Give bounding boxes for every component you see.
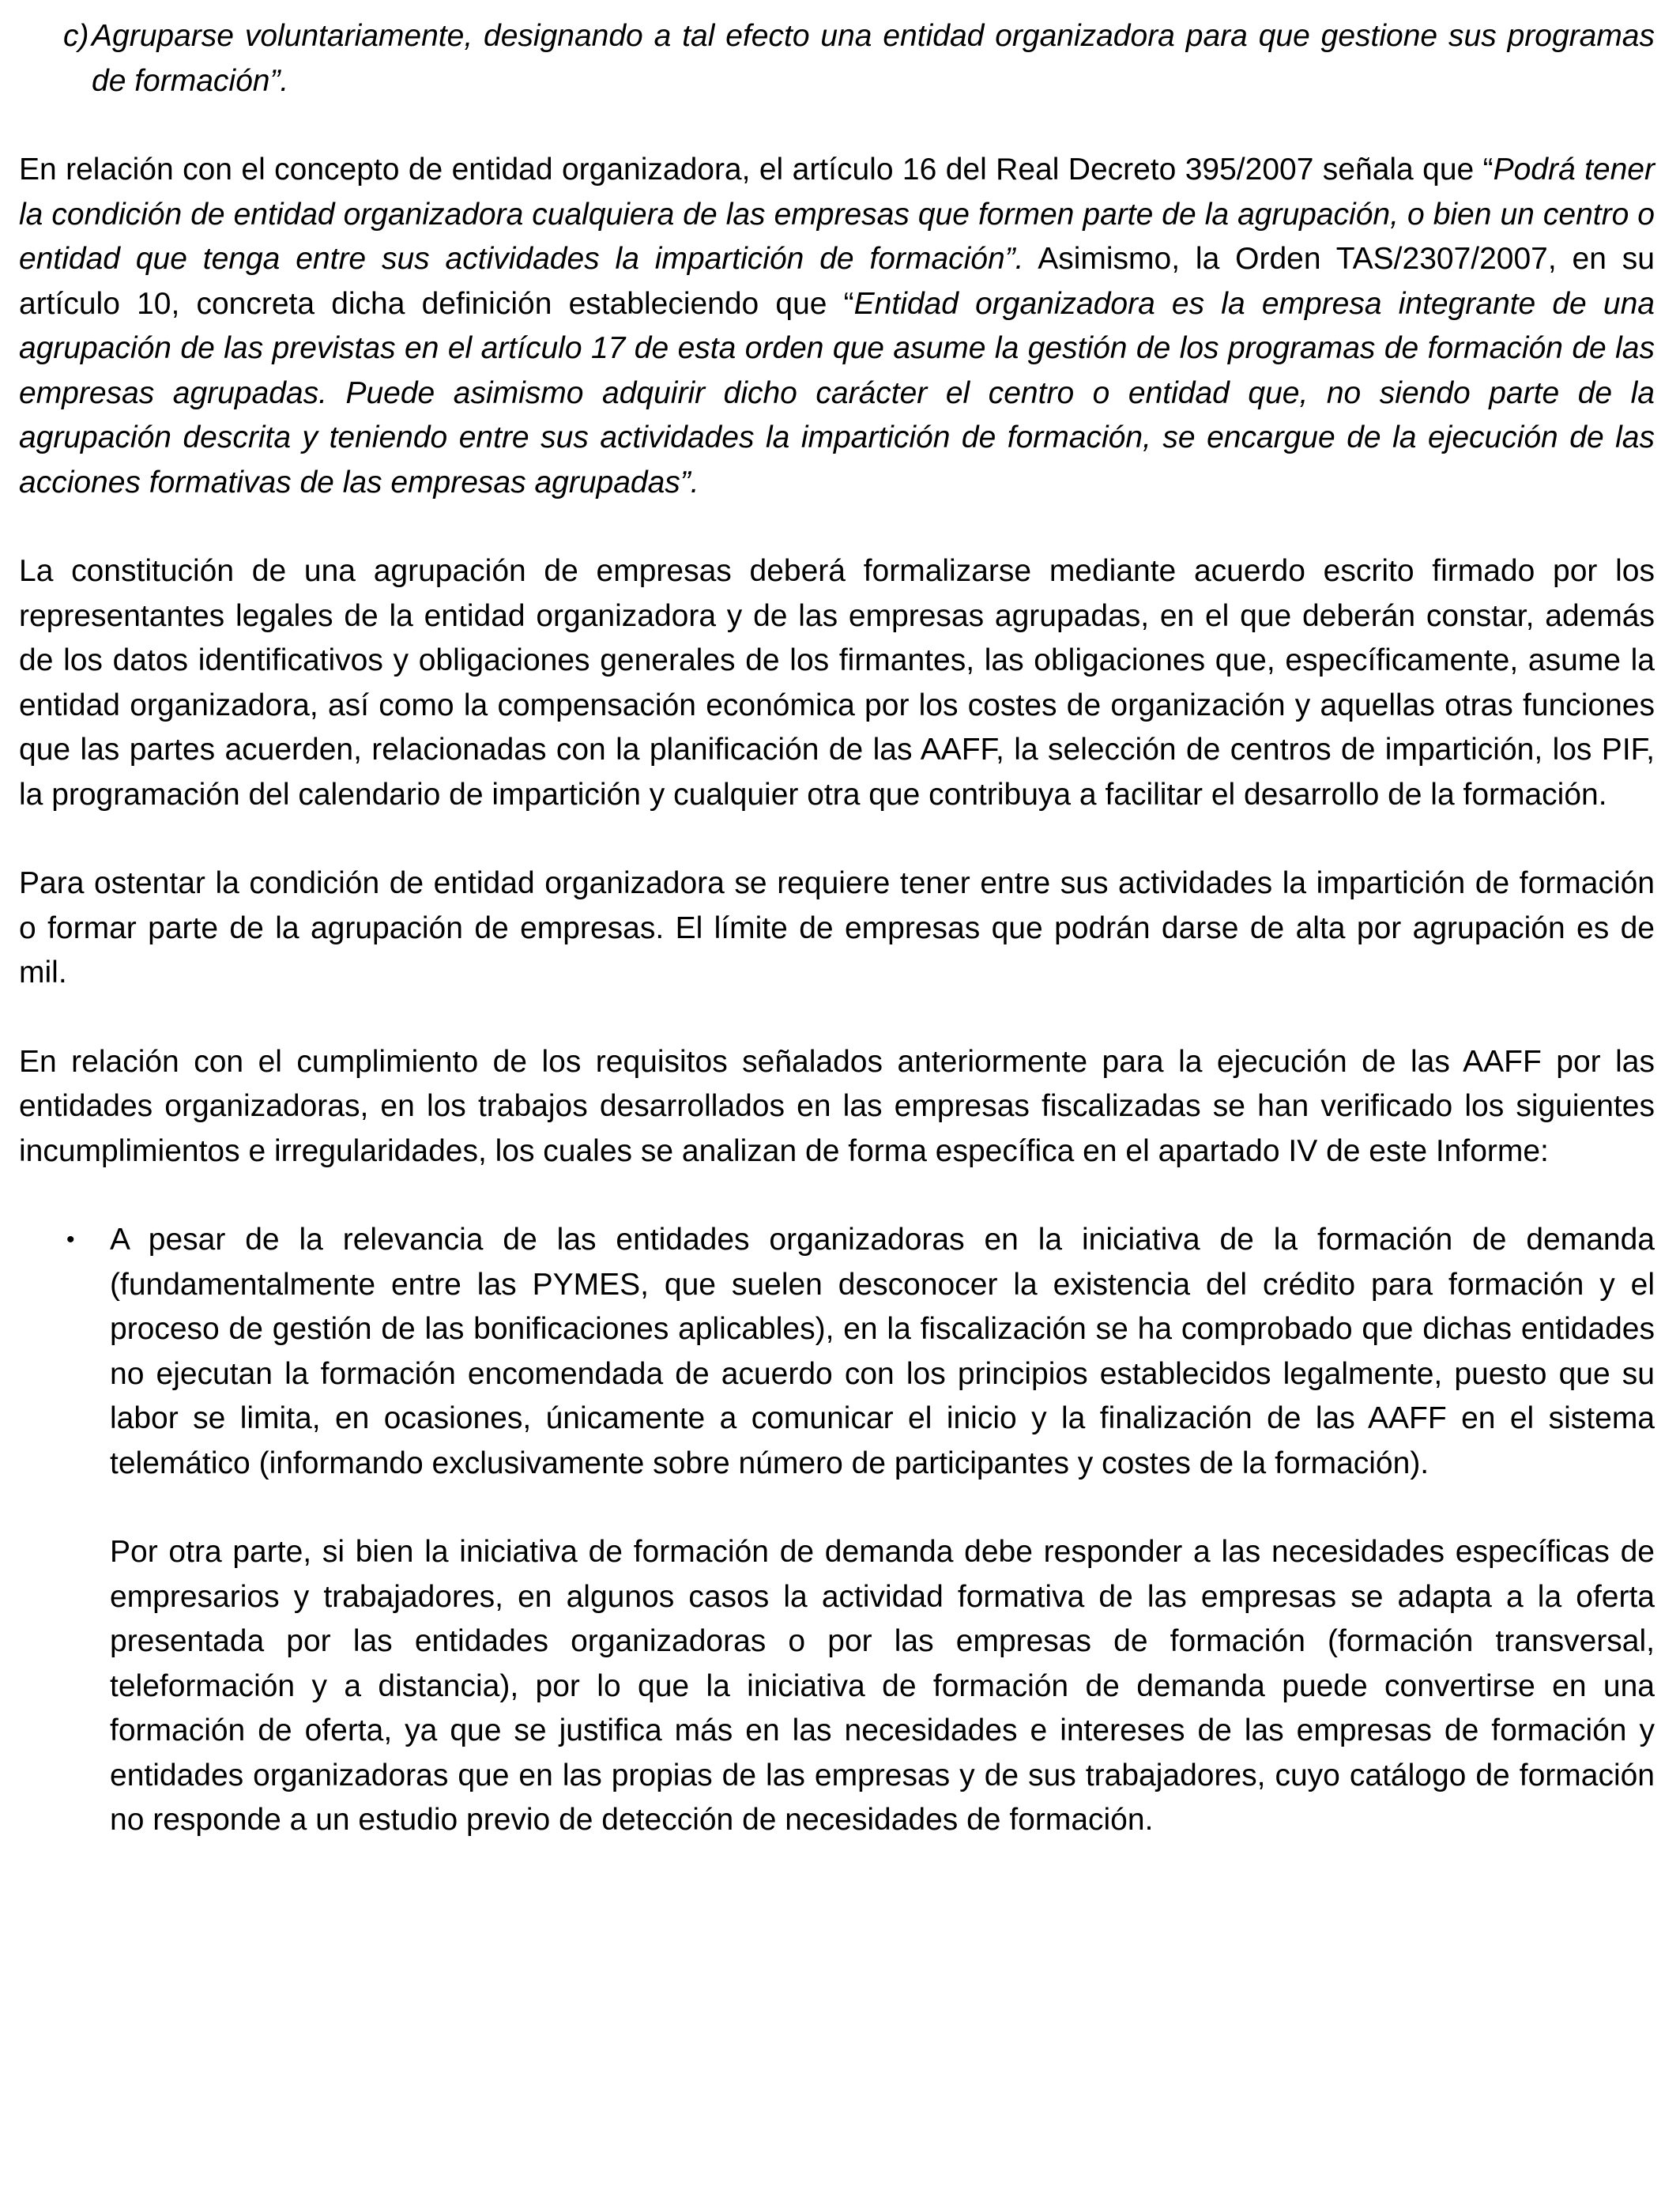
paragraph-constitucion-agrupacion: La constitución de una agrupación de empresas deberá formalizarse mediante acuerdo escrito firmado por los representantes legales de la entidad organizadora y de las empresas agrupadas, en el que deberán constar, además de los datos identificativos y obligaciones generales de los firmantes, las obligaciones que, específicamente, asume la entidad organizadora, así como la compensación económica por los costes de organización y aquellas otras funciones que las partes acuerden, relacionadas con la planificación de las AAFF, la selección de centros de impartición, los PIF, la programación del calendario de impartición y cualquier otra que contribuya a facilitar el desarrollo de la formación. <box>19 554 1655 812</box>
quote-real-decreto: Podrá tener la condición de entidad organizadora cualquiera de las empresas que formen parte de la agrupación, o bien un centro o entidad que tenga entre sus actividades la impartición de formación”. <box>19 153 1655 276</box>
bullet-paragraph-2: Por otra parte, si bien la iniciativa de formación de demanda debe responder a las necesidades específicas de empresarios y trabajadores, en algunos casos la actividad formativa de las empresas se adapta a la oferta presentada por las entidades organizadoras o por las empresas de formación (formación transversal, teleformación y a distancia), por lo que la iniciativa de formación de demanda puede convertirse en una formación de oferta, ya que se justifica más en las necesidades e intereses de las empresas de formación y entidades organizadoras que en las propias de las empresas y de sus trabajadores, cuyo catálogo de formación no responde a un estudio previo de detección de necesidades de formación. <box>110 1535 1655 1837</box>
list-marker: c) <box>63 19 89 53</box>
document-page <box>19 14 1655 1887</box>
paragraph-text: Asimismo, la Orden TAS/2307/2007, en su artículo 10, concreta dicha definición estableciendo que “ <box>19 242 1656 321</box>
quote-orden-tas: Entidad organizadora es la empresa integrante de una agrupación de las previstas en el artículo 17 de esta orden que asume la gestión de los programas de formación de las empresas agrupadas. Puede asimismo adquirir dicho carácter el centro o entidad que, no siendo parte de la agrupación descrita y teniendo entre sus actividades la impartición de formación, se encargue de la ejecución de las acciones formativas de las empresas agrupadas”. <box>19 286 1655 499</box>
bullet-list-item <box>19 1218 1655 1887</box>
paragraph-text: En relación con el concepto de entidad organizadora, el artículo 16 del Real Decreto 395/2007 señala que “ <box>19 153 1494 187</box>
paragraph-condicion-entidad: Para ostentar la condición de entidad organizadora se requiere tener entre sus actividades la impartición de formación o formar parte de la agrupación de empresas. El límite de empresas que podrán darse de alta por agrupación es de mil. <box>19 866 1655 990</box>
list-item-c <box>19 14 1655 104</box>
paragraph-cumplimiento-requisitos: En relación con el cumplimiento de los requisitos señalados anteriormente para la ejecución de las AAFF por las entidades organizadoras, en los trabajos desarrollados en las empresas fiscalizadas se han verificado los siguientes incumplimientos e irregularidades, los cuales se analizan de forma específica en el apartado IV de este Informe: <box>19 1044 1655 1168</box>
list-item-text: Agruparse voluntariamente, designando a tal efecto una entidad organizadora para que gestione sus programas de formación”. <box>92 19 1655 98</box>
bullet-icon: • <box>66 1227 75 1253</box>
bullet-body <box>110 1218 1655 1887</box>
paragraph-entidad-organizadora <box>19 148 1655 505</box>
bullet-paragraph-1: A pesar de la relevancia de las entidades organizadoras en la iniciativa de la formación de demanda (fundamentalmente entre las PYMES, que suelen desconocer la existencia del crédito para formación y el proceso de gestión de las bonificaciones aplicables), en la fiscalización se ha comprobado que dichas entidades no ejecutan la formación encomendada de acuerdo con los principios establecidos legalmente, puesto que su labor se limita, en ocasiones, únicamente a comunicar el inicio y la finalización de las AAFF en el sistema telemático (informando exclusivamente sobre número de participantes y costes de la formación). <box>110 1223 1655 1480</box>
